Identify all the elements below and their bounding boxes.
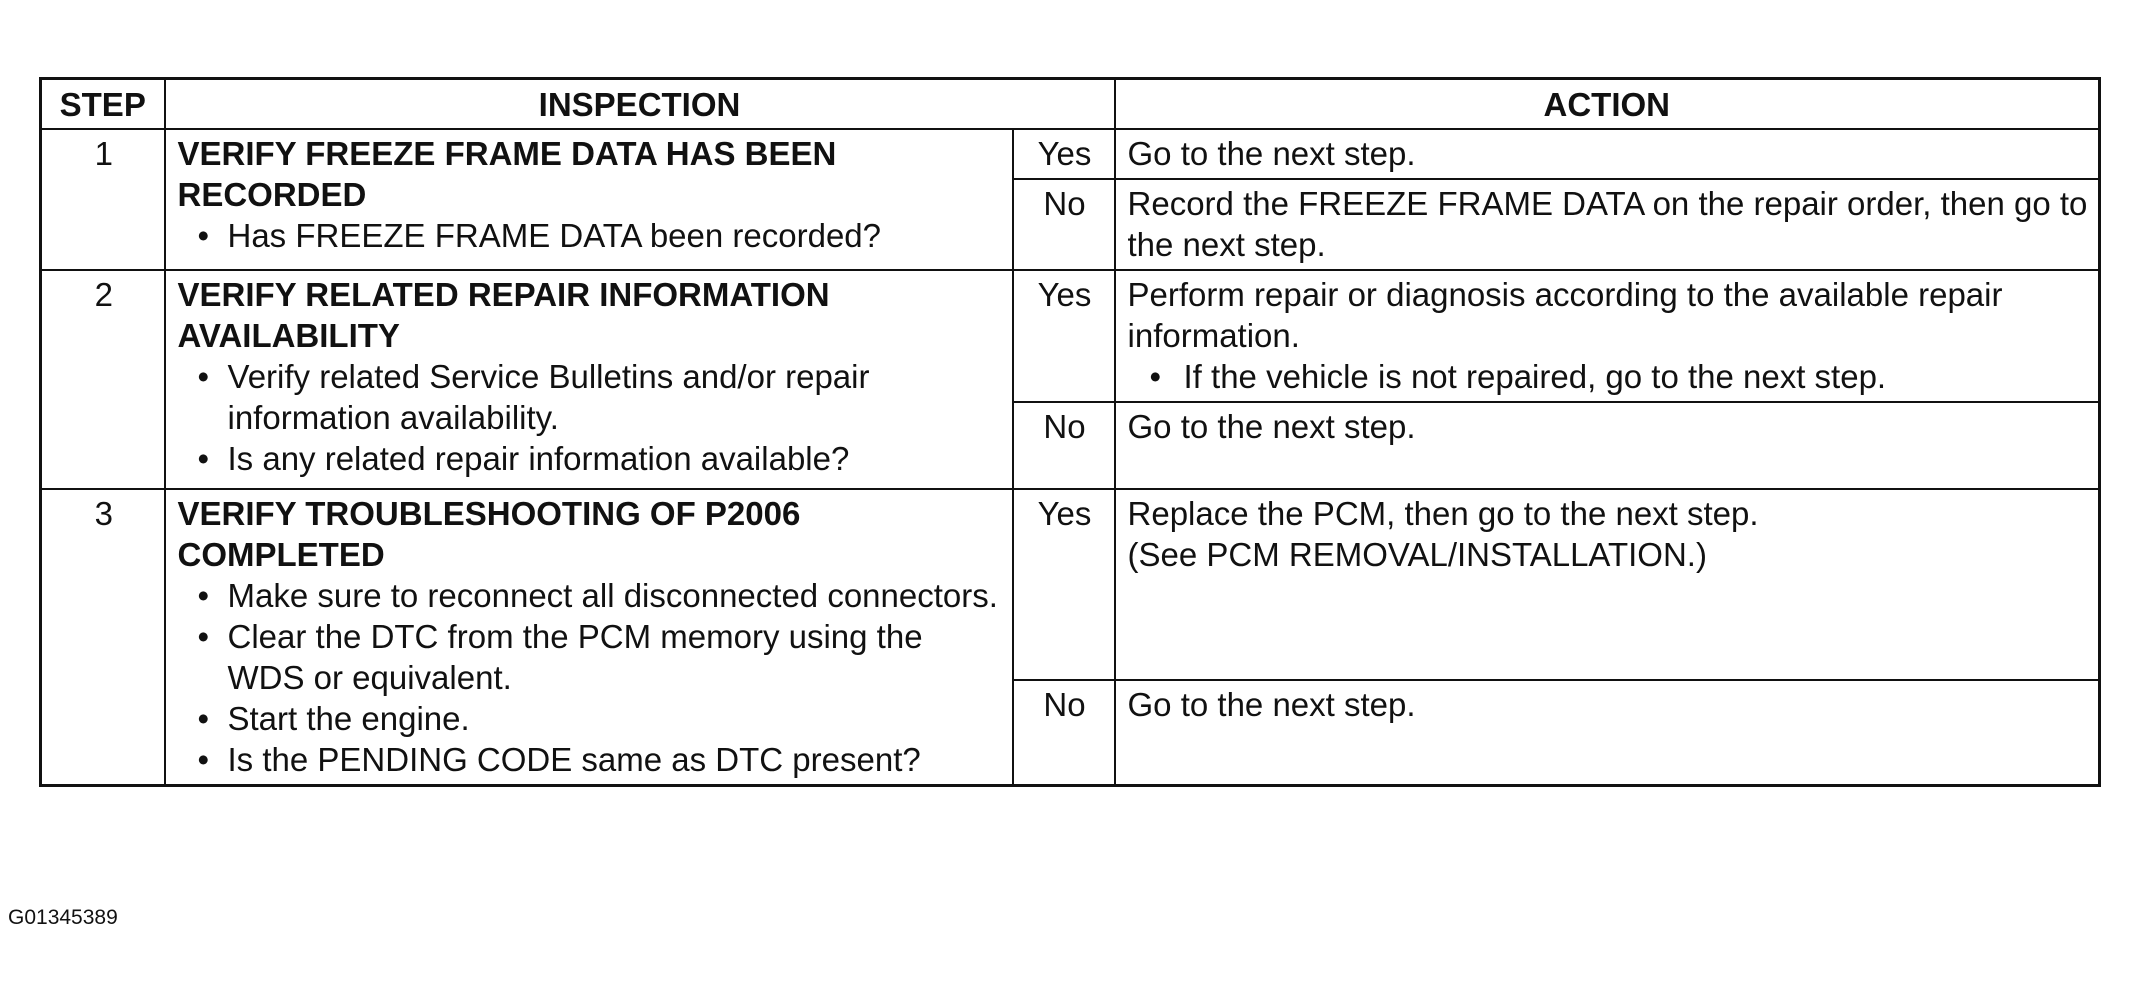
step-1-yes-action: Go to the next step. [1115,129,2100,179]
step-2-inspection [165,270,1013,489]
step-2-yes-label: Yes [1013,270,1115,402]
table-header-row [41,79,2100,130]
step-1-inspection [165,129,1013,270]
step-3-no-label: No [1013,680,1115,786]
step-3-yes-label: Yes [1013,489,1115,680]
step-3-yes-action-cell [1115,489,2100,680]
step-3-bullets [178,575,1002,780]
step-1-no-label: No [1013,179,1115,270]
step-2-no-action: Go to the next step. [1115,402,2100,489]
step-3-bullet-1: • Make sure to reconnect all disconnected connectors. [178,575,1002,616]
diagnostic-procedure-table [39,77,2101,787]
header-step: STEP [41,79,165,130]
step-1-number: 1 [41,129,165,270]
step-2-yes-row [41,270,2100,402]
step-3-no-action: Go to the next step. [1115,680,2100,786]
step-3-number: 3 [41,489,165,786]
step-2-yes-action: Perform repair or diagnosis according to the available repair information. [1127,276,2003,354]
step-3-bullet-4: • Is the PENDING CODE same as DTC present? [178,739,1002,780]
step-2-yes-action-bullets [1128,356,2088,397]
step-1-title: VERIFY FREEZE FRAME DATA HAS BEEN RECORDED [177,135,837,213]
step-1-yes-label: Yes [1013,129,1115,179]
step-3-title: VERIFY TROUBLESHOOTING OF P2006 COMPLETED [177,495,801,573]
header-action: ACTION [1115,79,2100,130]
step-1-bullets [178,215,1002,256]
step-3-bullet-2: • Clear the DTC from the PCM memory using the WDS or equivalent. [178,616,1002,698]
step-1-bullet-1: • Has FREEZE FRAME DATA been recorded? [178,215,1002,256]
step-2-bullet-1: • Verify related Service Bulletins and/or repair information availability. [178,356,1002,438]
step-2-bullets [178,356,1002,479]
step-1-no-action: Record the FREEZE FRAME DATA on the repair order, then go to the next step. [1115,179,2100,270]
step-2-title: VERIFY RELATED REPAIR INFORMATION AVAILABILITY [177,276,830,354]
step-3-inspection [165,489,1013,786]
step-3-yes-action-line-1: Replace the PCM, then go to the next step. [1127,495,1759,532]
step-1-yes-row [41,129,2100,179]
figure-id-label: G01345389 [8,906,118,929]
step-2-yes-action-cell [1115,270,2100,402]
step-2-no-label: No [1013,402,1115,489]
step-3-yes-row [41,489,2100,680]
step-2-yes-action-bullet: • If the vehicle is not repaired, go to the next step. [1128,356,2088,397]
step-3-yes-action-line-2: (See PCM REMOVAL/INSTALLATION.) [1127,536,1707,573]
step-2-number: 2 [41,270,165,489]
step-2-bullet-2: • Is any related repair information available? [178,438,1002,479]
header-inspection: INSPECTION [165,79,1115,130]
step-3-bullet-3: • Start the engine. [178,698,1002,739]
